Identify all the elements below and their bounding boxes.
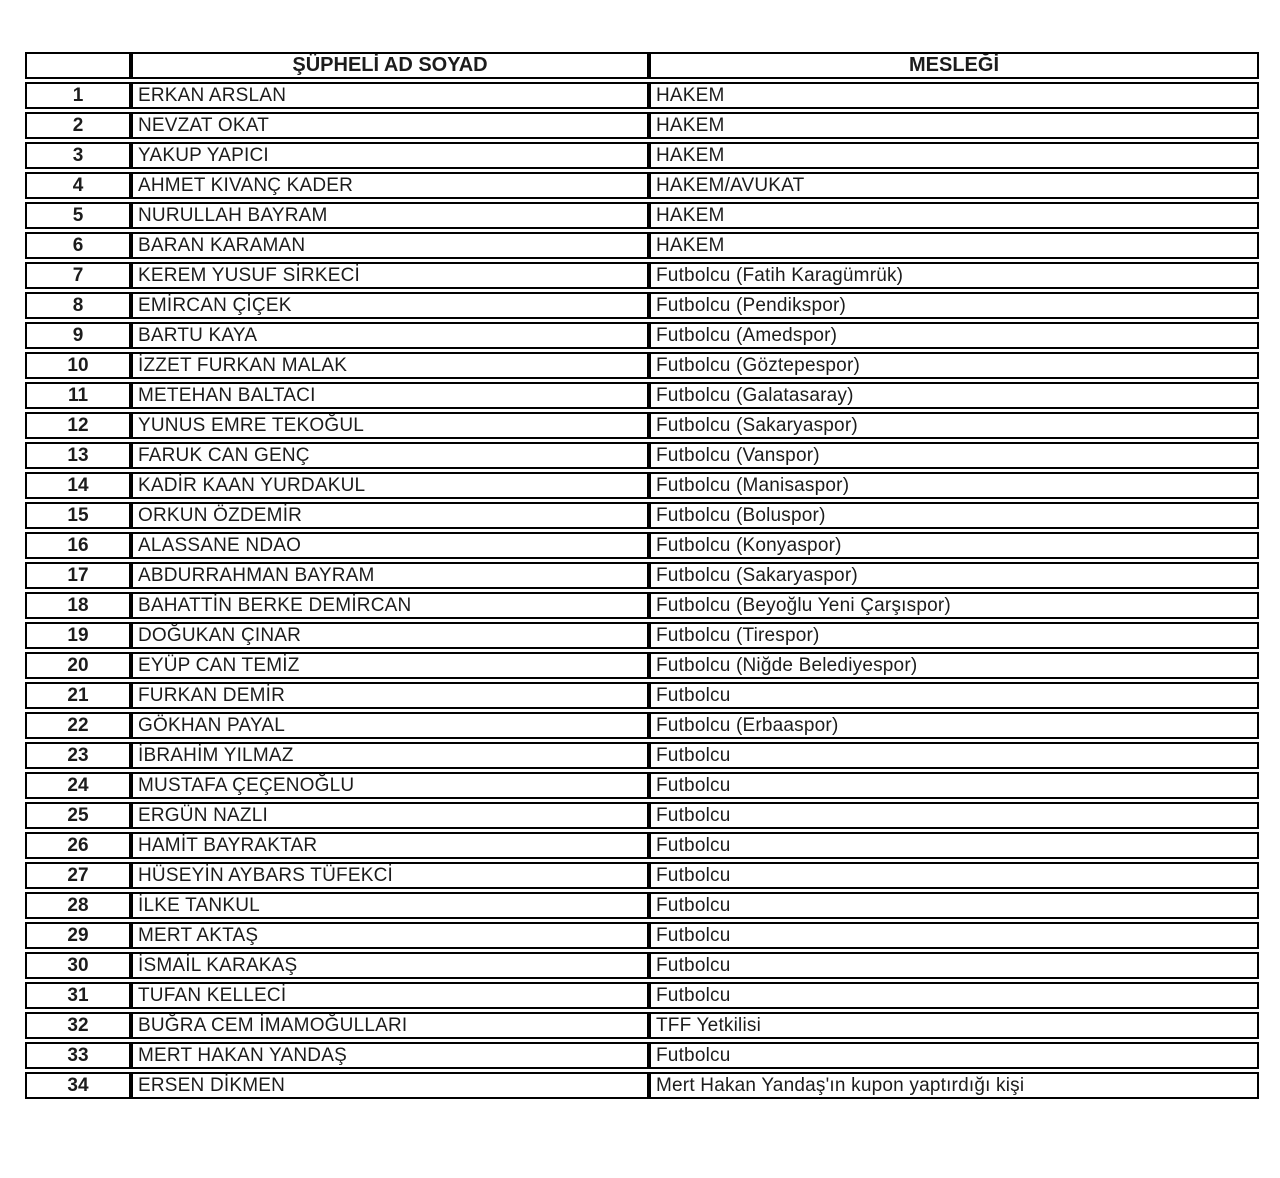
profession-cell: Futbolcu (Sakaryaspor)	[649, 412, 1259, 439]
row-number-cell: 30	[25, 952, 131, 979]
profession-cell: HAKEM	[649, 232, 1259, 259]
profession-cell: Futbolcu (Amedspor)	[649, 322, 1259, 349]
table-row	[25, 292, 1259, 319]
table-row	[25, 1042, 1259, 1069]
name-cell: FARUK CAN GENÇ	[131, 442, 649, 469]
row-number-cell: 5	[25, 202, 131, 229]
table-row	[25, 1012, 1259, 1039]
profession-cell: Futbolcu	[649, 892, 1259, 919]
table-row	[25, 142, 1259, 169]
profession-cell: Futbolcu	[649, 862, 1259, 889]
table-row	[25, 772, 1259, 799]
table-row	[25, 412, 1259, 439]
profession-cell: HAKEM/AVUKAT	[649, 172, 1259, 199]
name-cell: YAKUP YAPICI	[131, 142, 649, 169]
name-cell: KEREM YUSUF SİRKECİ	[131, 262, 649, 289]
row-number-cell: 22	[25, 712, 131, 739]
row-number-cell: 12	[25, 412, 131, 439]
row-number-cell: 28	[25, 892, 131, 919]
name-cell: BAHATTİN BERKE DEMİRCAN	[131, 592, 649, 619]
column-header-name: ŞÜPHELİ AD SOYAD	[131, 52, 649, 79]
name-cell: BUĞRA CEM İMAMOĞULLARI	[131, 1012, 649, 1039]
name-cell: FURKAN DEMİR	[131, 682, 649, 709]
table-row	[25, 232, 1259, 259]
row-number-cell: 23	[25, 742, 131, 769]
row-number-cell: 14	[25, 472, 131, 499]
name-cell: TUFAN KELLECİ	[131, 982, 649, 1009]
name-cell: BARAN KARAMAN	[131, 232, 649, 259]
profession-cell: Mert Hakan Yandaş'ın kupon yaptırdığı kişi	[649, 1072, 1259, 1099]
table-row	[25, 742, 1259, 769]
profession-cell: Futbolcu	[649, 682, 1259, 709]
name-cell: İZZET FURKAN MALAK	[131, 352, 649, 379]
profession-cell: Futbolcu	[649, 802, 1259, 829]
row-number-cell: 29	[25, 922, 131, 949]
table-row	[25, 1072, 1259, 1099]
row-number-cell: 17	[25, 562, 131, 589]
name-cell: MUSTAFA ÇEÇENOĞLU	[131, 772, 649, 799]
suspects-table	[25, 49, 1259, 1102]
name-cell: İLKE TANKUL	[131, 892, 649, 919]
row-number-cell: 2	[25, 112, 131, 139]
profession-cell: Futbolcu (Göztepespor)	[649, 352, 1259, 379]
name-cell: ERKAN ARSLAN	[131, 82, 649, 109]
row-number-cell: 27	[25, 862, 131, 889]
header-row	[25, 52, 1259, 79]
row-number-cell: 21	[25, 682, 131, 709]
table-row	[25, 592, 1259, 619]
profession-cell: Futbolcu (Niğde Belediyespor)	[649, 652, 1259, 679]
table-row	[25, 262, 1259, 289]
row-number-cell: 6	[25, 232, 131, 259]
row-number-cell: 3	[25, 142, 131, 169]
row-number-cell: 34	[25, 1072, 131, 1099]
name-cell: MERT HAKAN YANDAŞ	[131, 1042, 649, 1069]
profession-cell: Futbolcu (Manisaspor)	[649, 472, 1259, 499]
profession-cell: Futbolcu	[649, 742, 1259, 769]
profession-cell: HAKEM	[649, 142, 1259, 169]
profession-cell: Futbolcu	[649, 1042, 1259, 1069]
table-row	[25, 472, 1259, 499]
name-cell: BARTU KAYA	[131, 322, 649, 349]
table-body	[25, 82, 1259, 1099]
profession-cell: HAKEM	[649, 82, 1259, 109]
table-row	[25, 682, 1259, 709]
row-number-cell: 7	[25, 262, 131, 289]
table-row	[25, 502, 1259, 529]
table-row	[25, 352, 1259, 379]
table-row	[25, 982, 1259, 1009]
table-row	[25, 532, 1259, 559]
table-row	[25, 802, 1259, 829]
row-number-cell: 25	[25, 802, 131, 829]
table-row	[25, 382, 1259, 409]
profession-cell: Futbolcu (Fatih Karagümrük)	[649, 262, 1259, 289]
row-number-cell: 8	[25, 292, 131, 319]
name-cell: ERGÜN NAZLI	[131, 802, 649, 829]
table-row	[25, 82, 1259, 109]
profession-cell: Futbolcu (Pendikspor)	[649, 292, 1259, 319]
row-number-cell: 20	[25, 652, 131, 679]
column-header-profession: MESLEĞİ	[649, 52, 1259, 79]
row-number-cell: 11	[25, 382, 131, 409]
table-row	[25, 652, 1259, 679]
table-row	[25, 562, 1259, 589]
name-cell: HAMİT BAYRAKTAR	[131, 832, 649, 859]
profession-cell: Futbolcu	[649, 952, 1259, 979]
row-number-cell: 18	[25, 592, 131, 619]
profession-cell: Futbolcu (Vanspor)	[649, 442, 1259, 469]
name-cell: HÜSEYİN AYBARS TÜFEKCİ	[131, 862, 649, 889]
name-cell: İBRAHİM YILMAZ	[131, 742, 649, 769]
table-row	[25, 112, 1259, 139]
table-row	[25, 322, 1259, 349]
profession-cell: HAKEM	[649, 202, 1259, 229]
profession-cell: Futbolcu (Sakaryaspor)	[649, 562, 1259, 589]
row-number-cell: 4	[25, 172, 131, 199]
profession-cell: Futbolcu	[649, 772, 1259, 799]
name-cell: GÖKHAN PAYAL	[131, 712, 649, 739]
name-cell: EMİRCAN ÇİÇEK	[131, 292, 649, 319]
profession-cell: Futbolcu (Konyaspor)	[649, 532, 1259, 559]
row-number-cell: 16	[25, 532, 131, 559]
name-cell: MERT AKTAŞ	[131, 922, 649, 949]
table-row	[25, 832, 1259, 859]
name-cell: NEVZAT OKAT	[131, 112, 649, 139]
table-row	[25, 442, 1259, 469]
profession-cell: HAKEM	[649, 112, 1259, 139]
name-cell: İSMAİL KARAKAŞ	[131, 952, 649, 979]
table-row	[25, 922, 1259, 949]
name-cell: METEHAN BALTACI	[131, 382, 649, 409]
profession-cell: Futbolcu (Erbaaspor)	[649, 712, 1259, 739]
table-row	[25, 952, 1259, 979]
row-number-cell: 9	[25, 322, 131, 349]
row-number-cell: 15	[25, 502, 131, 529]
name-cell: ALASSANE NDAO	[131, 532, 649, 559]
row-number-cell: 31	[25, 982, 131, 1009]
profession-cell: Futbolcu (Tirespor)	[649, 622, 1259, 649]
profession-cell: Futbolcu (Galatasaray)	[649, 382, 1259, 409]
profession-cell: Futbolcu	[649, 922, 1259, 949]
row-number-cell: 32	[25, 1012, 131, 1039]
name-cell: ORKUN ÖZDEMİR	[131, 502, 649, 529]
profession-cell: TFF Yetkilisi	[649, 1012, 1259, 1039]
name-cell: ABDURRAHMAN BAYRAM	[131, 562, 649, 589]
name-cell: DOĞUKAN ÇINAR	[131, 622, 649, 649]
row-number-cell: 10	[25, 352, 131, 379]
profession-cell: Futbolcu	[649, 982, 1259, 1009]
row-number-cell: 1	[25, 82, 131, 109]
name-cell: NURULLAH BAYRAM	[131, 202, 649, 229]
table-row	[25, 172, 1259, 199]
row-number-cell: 19	[25, 622, 131, 649]
profession-cell: Futbolcu (Beyoğlu Yeni Çarşıspor)	[649, 592, 1259, 619]
row-number-cell: 33	[25, 1042, 131, 1069]
profession-cell: Futbolcu	[649, 832, 1259, 859]
table-row	[25, 202, 1259, 229]
table-row	[25, 862, 1259, 889]
row-number-cell: 26	[25, 832, 131, 859]
profession-cell: Futbolcu (Boluspor)	[649, 502, 1259, 529]
table-row	[25, 712, 1259, 739]
name-cell: ERSEN DİKMEN	[131, 1072, 649, 1099]
column-header-number	[25, 52, 131, 79]
name-cell: AHMET KIVANÇ KADER	[131, 172, 649, 199]
table-row	[25, 892, 1259, 919]
name-cell: KADİR KAAN YURDAKUL	[131, 472, 649, 499]
row-number-cell: 24	[25, 772, 131, 799]
row-number-cell: 13	[25, 442, 131, 469]
name-cell: EYÜP CAN TEMİZ	[131, 652, 649, 679]
table-row	[25, 622, 1259, 649]
name-cell: YUNUS EMRE TEKOĞUL	[131, 412, 649, 439]
